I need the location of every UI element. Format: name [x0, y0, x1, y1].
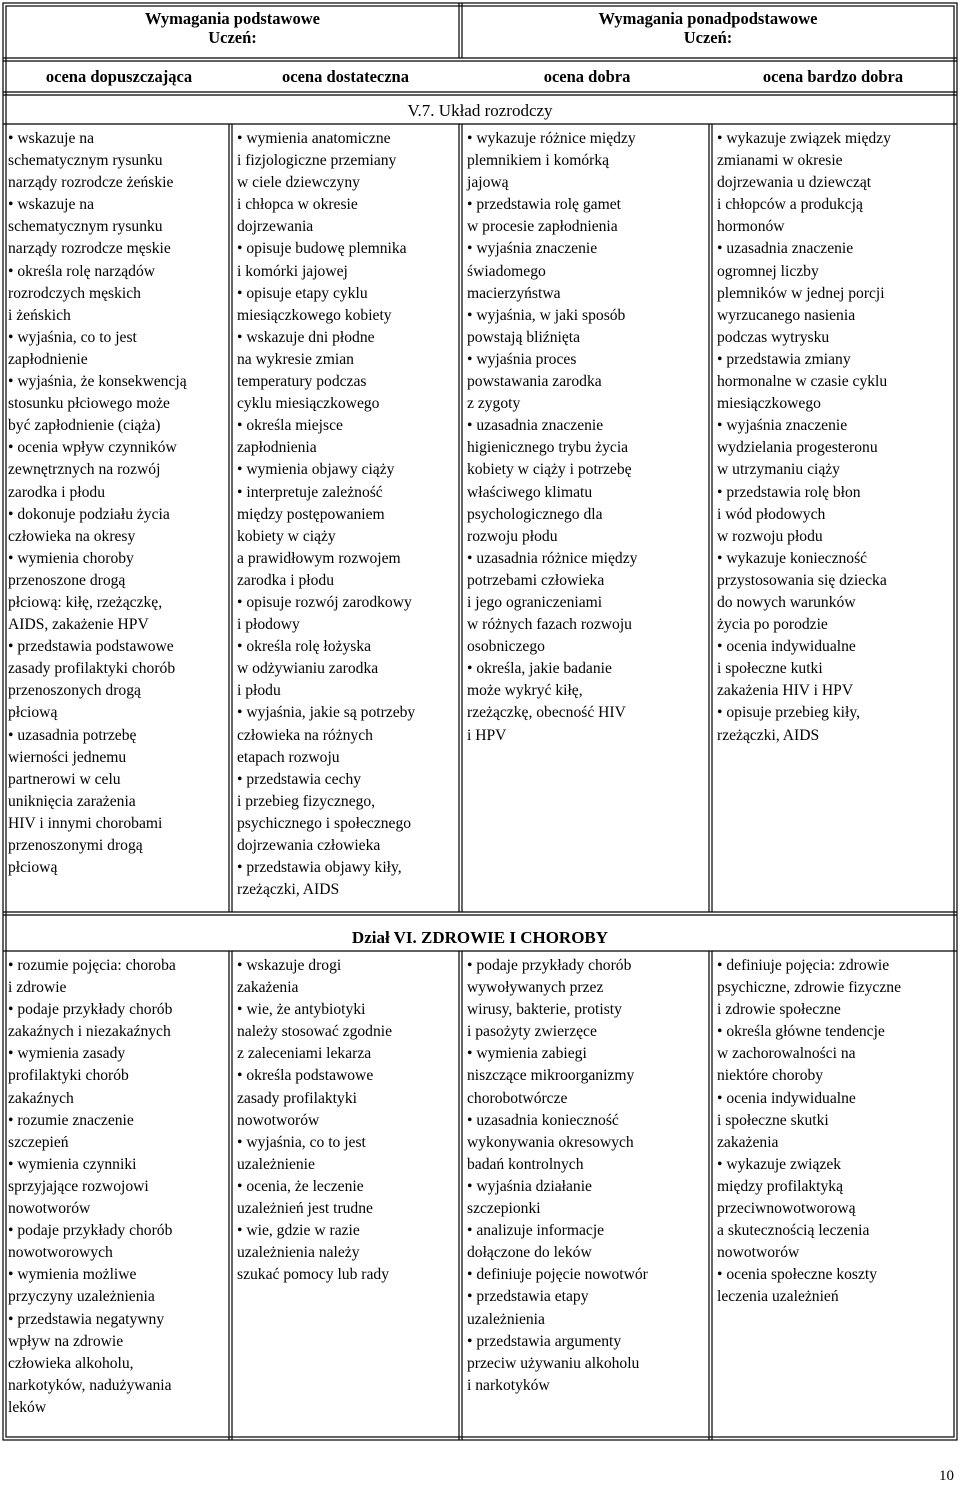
advanced-requirements-subtitle: Uczeń:: [683, 28, 733, 47]
grade-sufficient-label: ocena dopuszczająca: [45, 67, 193, 86]
section-title-health-and-disease: Dział VI. ZDROWIE I CHOROBY: [351, 928, 609, 947]
basic-requirements-subtitle: Uczeń:: [208, 28, 257, 47]
section2-col-very-good: • definiuje pojęcia: zdrowie psychiczne, zdrowie fizyczne i zdrowie społeczne • określa główne tendencje w zachorowalności na niektóre choroby • ocenia indywidualne i społeczne skutki zakażenia • wykazuje związek między profilaktyką przeciwnowotworową a skutecznością leczenia nowotworów • ocenia społeczne koszty leczenia uzależnień: [717, 957, 901, 1306]
section1-col-very-good: • wykazuje związek między zmianami w okresie dojrzewania u dziewcząt i chłopców a produkcją hormonów • uzasadnia znaczenie ogromnej liczby plemników w jednej porcji wyrzucanego nasienia podczas wytrysku • przedstawia zmiany hormonalne w czasie cyklu miesiączkowego • wyjaśnia znaczenie wydzielania progesteronu w utrzymaniu ciąży • przedstawia rolę błon i wód płodowych w rozwoju płodu • wykazuje konieczność przystosowania się dziecka do nowych warunków życia po porodzie • ocenia indywidualne i społeczne kutki zakażenia HIV i HPV • opisuje przebieg kiły, rzeżączki, AIDS: [717, 130, 891, 744]
advanced-requirements-title: Wymagania ponadpodstawowe: [598, 9, 818, 28]
section1-col-satisfactory: • wymienia anatomiczne i fizjologiczne przemiany w ciele dziewczyny i chłopca w okresie dojrzewania • opisuje budowę plemnika i komórki jajowej • opisuje etapy cyklu miesiączkowego kobiety • wskazuje dni płodne na wykresie zmian temperatury podczas cyklu miesiączkowego • określa miejsce zapłodnienia • wymienia objawy ciąży • interpretuje zależność między postępowaniem kobiety w ciąży a prawidłowym rozwojem zarodka i płodu • opisuje rozwój zarodkowy i płodowy • określa rolę łożyska w odżywianiu zarodka i płodu • wyjaśnia, jakie są potrzeby człowieka na różnych etapach rozwoju • przedstawia cechy i przebieg fizycznego, psychicznego i społecznego dojrzewania człowieka • przedstawia objawy kiły, rzeżączki, AIDS: [237, 130, 416, 899]
section1-col-sufficient: • wskazuje na schematycznym rysunku narządy rozrodcze żeńskie • wskazuje na schematycznym rysunku narządy rozrodcze męskie • określa rolę narządów rozrodczych męskich i żeńskich • wyjaśnia, co to jest zapłodnienie • wyjaśnia, że konsekwencją stosunku płciowego może być zapłodnienie (ciąża) • ocenia wpływ czynników zewnętrznych na rozwój zarodka i płodu • dokonuje podziału życia człowieka na okresy • wymienia choroby przenoszone drogą płciową: kiłę, rzeżączkę, AIDS, zakażenie HPV • przedstawia podstawowe zasady profilaktyki chorób przenoszonych drogą płciową • uzasadnia potrzebę wierności jednemu partnerowi w celu uniknięcia zarażenia HIV i innymi chorobami przenoszonymi drogą płciową: [8, 130, 187, 877]
advanced-requirements-heading: [462, 9, 954, 47]
grade-good-label: ocena dobra: [543, 67, 631, 86]
section2-col-satisfactory: • wskazuje drogi zakażenia • wie, że antybiotyki należy stosować zgodnie z zaleceniami lekarza • określa podstawowe zasady profilaktyki nowotworów • wyjaśnia, co to jest uzależnienie • ocenia, że leczenie uzależnień jest trudne • wie, gdzie w razie uzależnienia należy szukać pomocy lub rady: [237, 957, 393, 1284]
section1-col-good: • wykazuje różnice między plemnikiem i komórką jajową • przedstawia rolę gamet w procesie zapłodnienia • wyjaśnia znaczenie świadomego macierzyństwa • wyjaśnia, w jaki sposób powstają bliźnięta • wyjaśnia proces powstawania zarodka z zygoty • uzasadnia znaczenie higienicznego trybu życia kobiety w ciąży i potrzebę właściwego klimatu psychologicznego dla rozwoju płodu • uzasadnia różnice między potrzebami człowieka i jego ograniczeniami w różnych fazach rozwoju osobniczego • określa, jakie badanie może wykryć kiłę, rzeżączkę, obecność HIV i HPV: [467, 130, 638, 744]
grade-very-good-label: ocena bardzo dobra: [762, 67, 904, 86]
basic-requirements-title: Wymagania podstawowe: [145, 9, 320, 28]
section2-col-good: • podaje przykłady chorób wywoływanych przez wirusy, bakterie, protisty i pasożyty zwierzęce • wymienia zabiegi niszczące mikroorganizmy chorobotwórcze • uzasadnia konieczność wykonywania okresowych badań kontrolnych • wyjaśnia działanie szczepionki • analizuje informacje dołączone do leków • definiuje pojęcie nowotwór • przedstawia etapy uzależnienia • przedstawia argumenty przeciw używaniu alkoholu i narkotyków: [467, 957, 648, 1394]
page-number: 10: [939, 1468, 954, 1484]
section-title-reproductive-system: V.7. Układ rozrodczy: [407, 101, 553, 120]
section2-col-sufficient: • rozumie pojęcia: choroba i zdrowie • podaje przykłady chorób zakaźnych i niezakaźnych • wymienia zasady profilaktyki chorób zakaźnych • rozumie znaczenie szczepień • wymienia czynniki sprzyjające rozwojowi nowotworów • podaje przykłady chorób nowotworowych • wymienia możliwe przyczyny uzależnienia • przedstawia negatywny wpływ na zdrowie człowieka alkoholu, narkotyków, nadużywania leków: [8, 957, 176, 1416]
grade-satisfactory-label: ocena dostateczna: [282, 67, 409, 86]
basic-requirements-heading: [6, 9, 459, 47]
